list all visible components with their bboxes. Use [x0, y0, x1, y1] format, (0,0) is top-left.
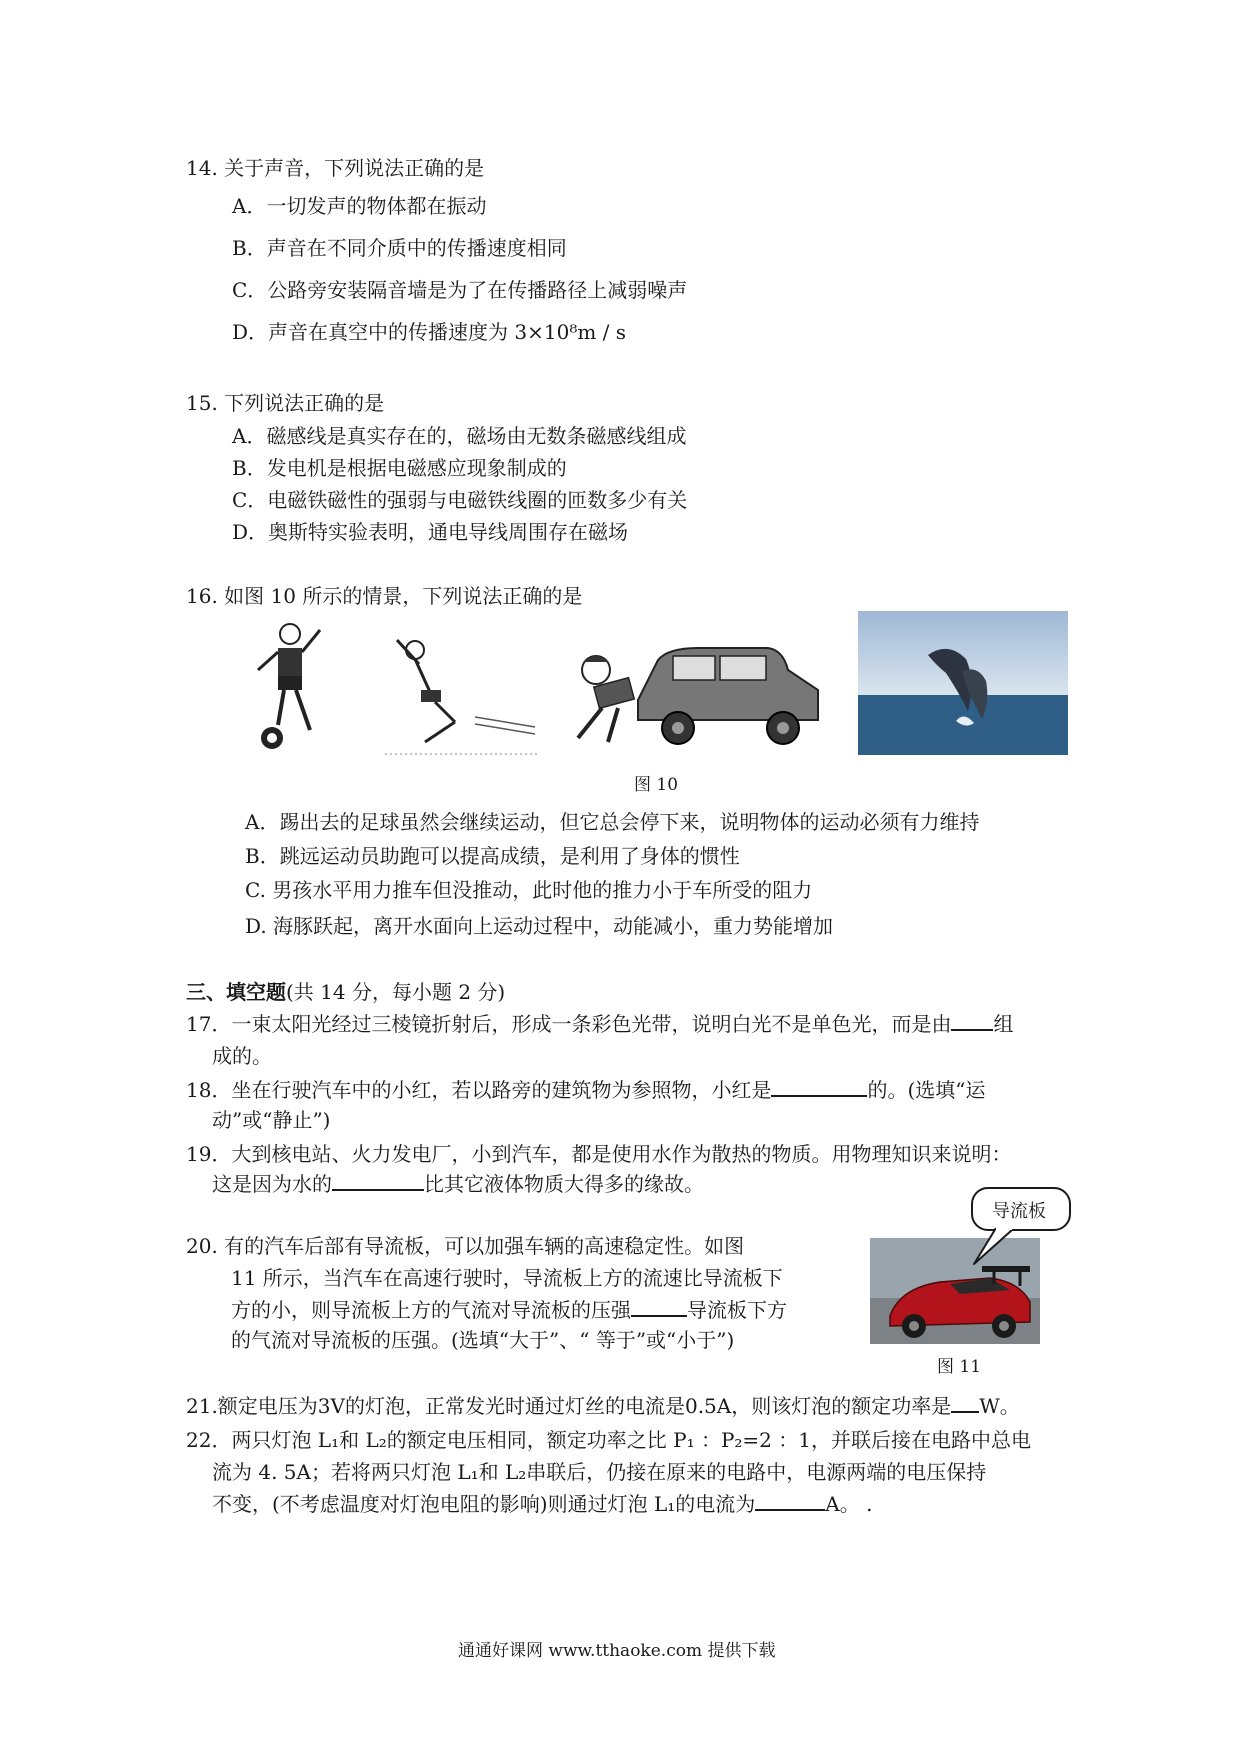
q18-text-b: 的。(选填“运 — [867, 1078, 986, 1102]
section-note: (共 14 分，每小题 2 分) — [286, 980, 506, 1004]
q19-text-a: 这是因为水的 — [212, 1172, 332, 1196]
q19-answer-blank[interactable] — [332, 1171, 424, 1191]
q22-line-3 — [212, 1488, 872, 1517]
q22-line-1: 22．两只灯泡 L₁和 L₂的额定电压相同，额定功率之比 P₁ ：P₂=2 ：1，并联后接在电路中总电 — [186, 1428, 1031, 1452]
q15-stem: 15. 下列说法正确的是 — [186, 391, 385, 415]
q14-option-c: C．公路旁安装隔音墙是为了在传播路径上减弱噪声 — [232, 278, 688, 302]
section-title: 三、填空题 — [186, 980, 286, 1004]
q18-line-2: 动”或“静止”) — [212, 1108, 331, 1132]
q19-line-1: 19．大到核电站、火力发电厂，小到汽车，都是使用水作为散热的物质。用物理知识来说明： — [186, 1142, 1012, 1166]
callout-label: 导流板 — [992, 1201, 1046, 1222]
q17-line-1 — [186, 1008, 1013, 1037]
q17-answer-blank[interactable] — [951, 1011, 993, 1031]
q17-line-2: 成的。 — [212, 1044, 272, 1068]
q20-answer-blank[interactable] — [631, 1297, 687, 1317]
q14-stem: 14. 关于声音，下列说法正确的是 — [186, 156, 485, 180]
q22-text-b: A。 . — [825, 1492, 873, 1516]
page-footer: 通通好课网 www.tthaoke.com 提供下载 — [458, 1641, 776, 1661]
q20-text-b: 导流板下方 — [687, 1298, 787, 1322]
q20-line-4: 的气流对导流板的压强。(选填“大于”、“ 等于”或“小于”) — [231, 1328, 735, 1352]
q16-stem: 16. 如图 10 所示的情景，下列说法正确的是 — [186, 584, 583, 608]
q15-option-d: D．奥斯特实验表明，通电导线周围存在磁场 — [232, 520, 629, 544]
soccer-player-illustration — [248, 620, 338, 755]
dolphin-photo — [858, 611, 1068, 755]
q16-option-d: D. 海豚跃起，离开水面向上运动过程中，动能减小，重力势能增加 — [245, 914, 834, 938]
section-heading — [186, 976, 505, 1005]
q21-text-a: 21.额定电压为3V的灯泡，正常发光时通过灯丝的电流是0.5A，则该灯泡的额定功率是 — [186, 1394, 952, 1418]
q20-line-1: 20. 有的汽车后部有导流板，可以加强车辆的高速稳定性。如图 — [186, 1234, 745, 1258]
q18-text-a: 18．坐在行驶汽车中的小红，若以路旁的建筑物为参照物，小红是 — [186, 1078, 772, 1102]
q14-option-b: B．声音在不同介质中的传播速度相同 — [232, 236, 567, 260]
q14-option-d: D．声音在真空中的传播速度为 3×10⁸m / s — [232, 320, 627, 344]
q22-line-2: 流为 4. 5A；若将两只灯泡 L₁和 L₂串联后，仍接在原来的电路中，电源两端的电压保持 — [212, 1460, 987, 1484]
q14-option-a: A．一切发声的物体都在振动 — [232, 194, 487, 218]
q17-text-a: 17．一束太阳光经过三棱镜折射后，形成一条彩色光带，说明白光不是单色光，而是由 — [186, 1012, 952, 1036]
figure-11-caption: 图 11 — [937, 1357, 982, 1377]
q16-option-b: B．跳远运动员助跑可以提高成绩，是利用了身体的惯性 — [245, 844, 740, 868]
q16-option-a: A．踢出去的足球虽然会继续运动，但它总会停下来，说明物体的运动必须有力维持 — [245, 810, 980, 834]
figure-10-caption: 图 10 — [634, 775, 679, 795]
q21-line — [186, 1390, 1020, 1419]
q22-answer-blank[interactable] — [755, 1491, 825, 1511]
q16-option-c: C. 男孩水平用力推车但没推动，此时他的推力小于车所受的阻力 — [245, 878, 813, 902]
q15-option-b: B．发电机是根据电磁感应现象制成的 — [232, 456, 567, 480]
q21-text-b: W。 — [979, 1394, 1020, 1418]
q20-text-a: 方的小，则导流板上方的气流对导流板的压强 — [231, 1298, 631, 1322]
q19-text-b: 比其它液体物质大得多的缘故。 — [424, 1172, 704, 1196]
boy-pushing-car-illustration — [568, 630, 823, 755]
q19-line-2 — [212, 1168, 704, 1197]
long-jumper-illustration — [385, 632, 540, 757]
q18-line-1 — [186, 1074, 985, 1103]
q20-line-3 — [231, 1294, 787, 1323]
q15-option-a: A．磁感线是真实存在的，磁场由无数条磁感线组成 — [232, 424, 687, 448]
q15-option-c: C．电磁铁磁性的强弱与电磁铁线圈的匝数多少有关 — [232, 488, 688, 512]
q20-line-2: 11 所示，当汽车在高速行驶时，导流板上方的流速比导流板下 — [231, 1266, 783, 1290]
q18-answer-blank[interactable] — [771, 1077, 867, 1097]
q21-answer-blank[interactable] — [951, 1393, 979, 1413]
q22-text-a: 不变，(不考虑温度对灯泡电阻的影响)则通过灯泡 L₁的电流为 — [212, 1492, 756, 1516]
q17-text-b: 组 — [993, 1012, 1014, 1036]
